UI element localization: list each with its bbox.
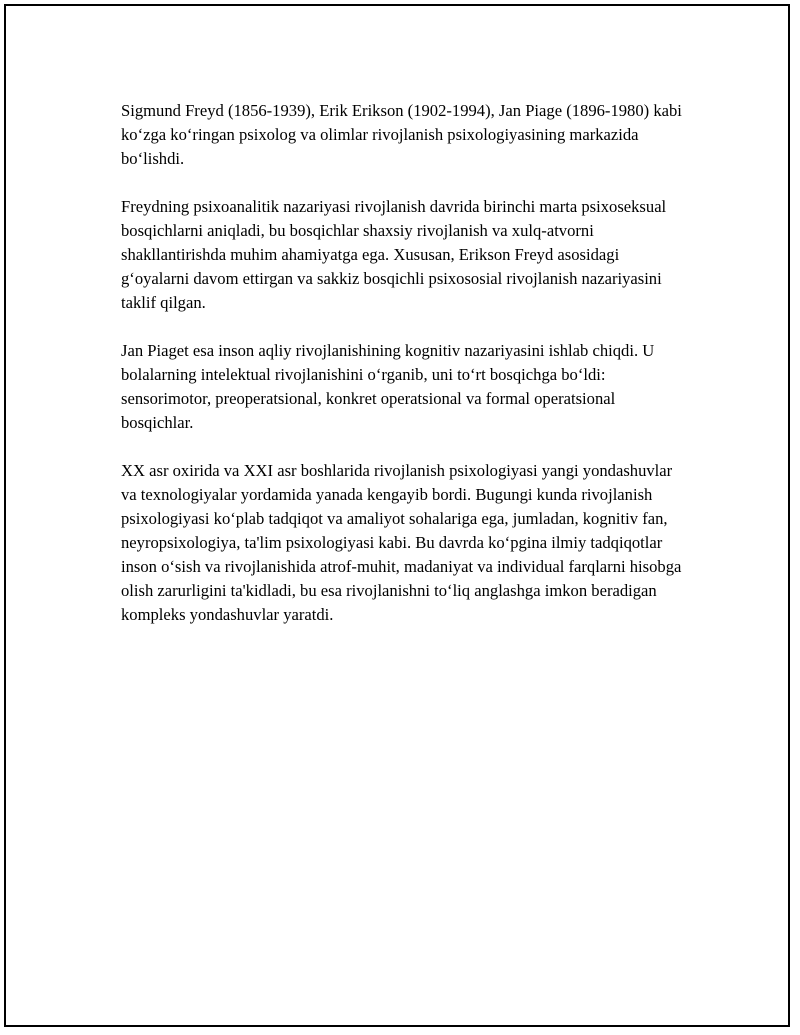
paragraph-4: XX asr oxirida va XXI asr boshlarida rivojlanish psixologiyasi yangi yondashuvlar va texnologiyalar yordamida yanada kengayib bordi. Bugungi kunda rivojlanish psixologiyasi koʻplab tadqiqot va amaliyot sohalariga ega, jumladan, kognitiv fan, neyropsixologiya, ta'lim psixologiyasi kabi. Bu davrda koʻpgina ilmiy tadqiqotlar inson oʻsish va rivojlanishida atrof-muhit, madaniyat va individual farqlarni hisobga olish zarurligini ta'kidladi, bu esa rivojlanishni toʻliq anglashga imkon beradigan kompleks yondashuvlar yaratdi. xyxy=(121,461,682,624)
paragraph-1: Sigmund Freyd (1856-1939), Erik Erikson (1902-1994), Jan Piage (1896-1980) kabi koʻzga koʻringan psixolog va olimlar rivojlanish psixologiyasining markazida boʻlishdi. xyxy=(121,101,682,168)
document-body xyxy=(121,99,686,651)
paragraph-2: Freydning psixoanalitik nazariyasi rivojlanish davrida birinchi marta psixoseksual bosqichlarni aniqladi, bu bosqichlar shaxsiy rivojlanish va xulq-atvorni shakllantirishda muhim ahamiyatga ega. Xususan, Erikson Freyd asosidagi gʻoyalarni davom ettirgan va sakkiz bosqichli psixososial rivojlanish nazariyasini taklif qilgan. xyxy=(121,197,667,312)
page-frame xyxy=(4,4,790,1027)
paragraph-3: Jan Piaget esa inson aqliy rivojlanishining kognitiv nazariyasini ishlab chiqdi. U bolalarning intelektual rivojlanishini oʻrganib, uni toʻrt bosqichga boʻldi: sensorimotor, preoperatsional, konkret operatsional va formal operatsional bosqichlar. xyxy=(121,341,655,432)
